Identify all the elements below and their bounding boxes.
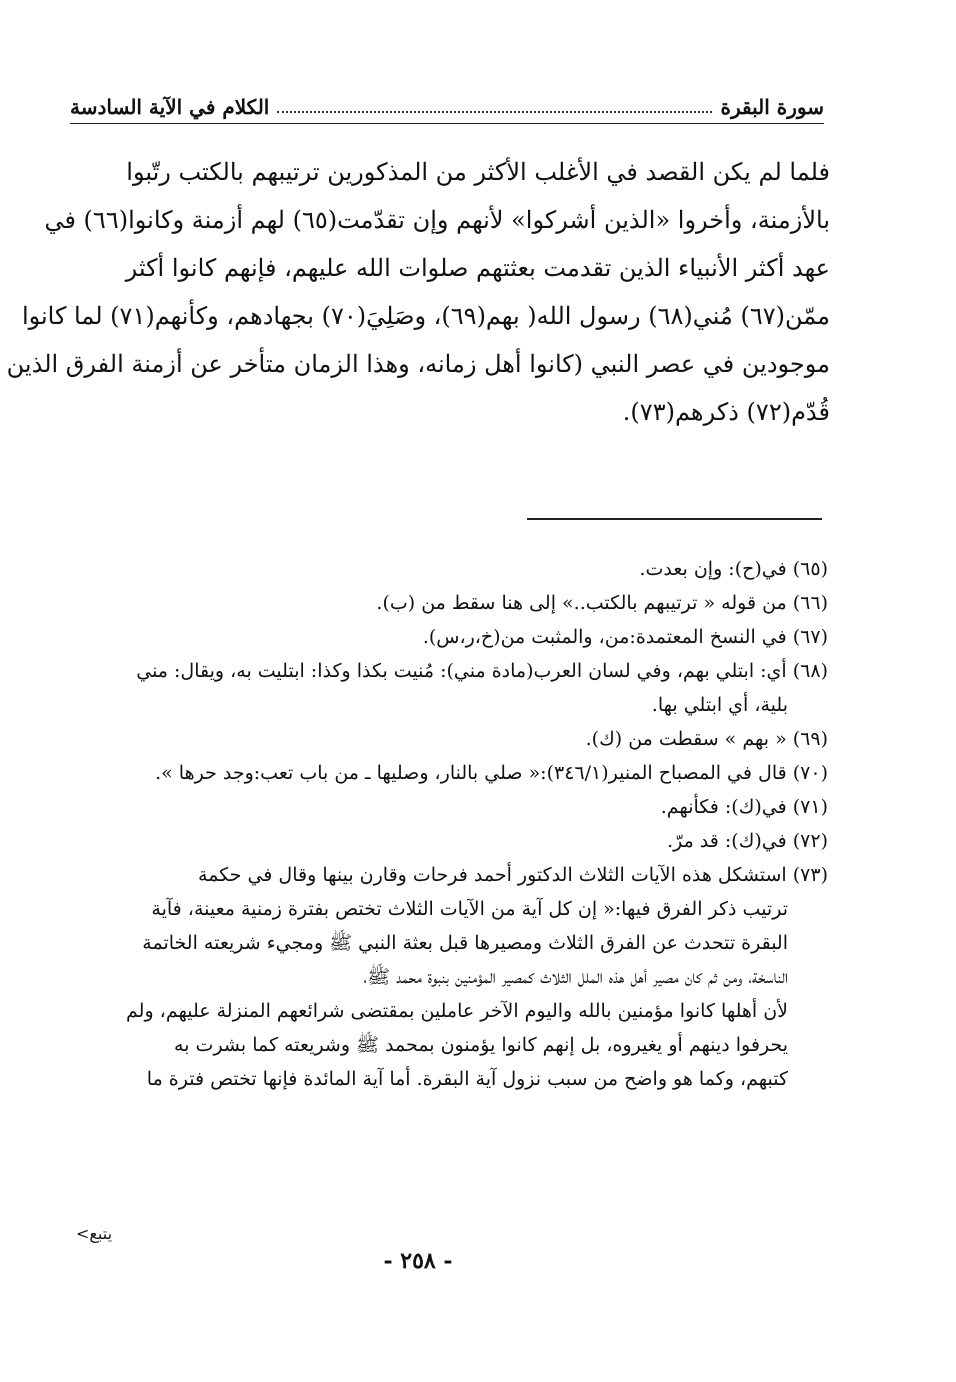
header-section-title: الكلام في الآية السادسة (70, 95, 270, 119)
main-text (6, 148, 830, 436)
footnote-73-continued: لأن أهلها كانوا مؤمنين بالله واليوم الآخر عاملين بمقتضى شرائعهم المنزلة عليهم، ولم (126, 1000, 788, 1022)
footnote-67: (٦٧) في النسخ المعتمدة:من، والمثبت من(خ،ر،س). (422, 626, 828, 648)
body-line: فلما لم يكن القصد في الأغلب الأكثر من المذكورين ترتيبهم بالكتب رتّبوا (126, 158, 830, 186)
page-number: - ٢٥٨ - (383, 1248, 453, 1274)
footnote-72: (٧٢) في(ك): قد مرّ. (667, 830, 828, 852)
footnote-66: (٦٦) من قوله « ترتيبهم بالكتب..» إلى هنا سقط من (ب). (376, 592, 828, 614)
footnote-73-continued: البقرة تتحدث عن الفرق الثلاث ومصيرها قبل بعثة النبي ﷺ ومجيء شريعته الخاتمة (142, 932, 788, 954)
footnote-73-continued: ترتيب ذكر الفرق فيها:« إن كل آية من الآيات الثلاث تختص بفترة زمنية معينة، فآية (151, 898, 788, 920)
body-line: قُدّم(٧٢) ذكرهم(٧٣). (622, 398, 830, 426)
running-header (70, 90, 824, 124)
body-line: بالأزمنة، وأخروا «الذين أشركوا» لأنهم وإن تقدّمت(٦٥) لهم أزمنة وكانوا(٦٦) في (44, 206, 830, 234)
footnote-65: (٦٥) في(ح): وإن بعدت. (639, 558, 828, 580)
body-line: ممّن(٦٧) مُني(٦٨) رسول الله( بهم(٦٩)، وصَلِيَ(٧٠) بجهادهم، وكأنهم(٧١) لما كانوا (21, 302, 830, 330)
footnote-73: (٧٣) استشكل هذه الآيات الثلاث الدكتور أحمد فرحات وقارن بينها وقال في حكمة (198, 864, 828, 886)
footnote-73-continued: الناسخة، ومن ثم كان مصير أهل هذه الملل الثلاث كمصير المؤمنين بنبوة محمد ﷺ، (363, 966, 788, 988)
footnote-71: (٧١) في(ك): فكأنهم. (660, 796, 828, 818)
footnote-68: (٦٨) أي: ابتلي بهم، وفي لسان العرب(مادة مني): مُنيت بكذا وكذا: ابتليت به، ويقال: مني (136, 660, 828, 682)
footnote-73-continued: كتبهم، وكما هو واضح من سبب نزول آية البقرة. أما آية المائدة فإنها تختص فترة ما (146, 1068, 788, 1090)
header-surah-title: سورة البقرة (720, 95, 824, 119)
footnote-68-continued: بلية، أي ابتلي بها. (651, 694, 788, 716)
footnote-separator (527, 518, 822, 520)
header-dot-leader (277, 111, 712, 113)
footnotes (70, 552, 828, 1096)
body-line: عهد أكثر الأنبياء الذين تقدمت بعثتهم صلوات الله عليهم، فإنهم كانوا أكثر (125, 254, 830, 282)
footnote-73-continued: يحرفوا دينهم أو يغيروه، بل إنهم كانوا يؤمنون بمحمد ﷺ وشريعته كما بشرت به (174, 1034, 788, 1056)
footnote-69: (٦٩) « بهم » سقطت من (ك). (585, 728, 828, 750)
body-line: موجودين في عصر النبي (كانوا أهل زمانه، وهذا الزمان متأخر عن أزمنة الفرق الذين (6, 350, 830, 378)
continued-mark: يتبع> (76, 1224, 113, 1243)
footnote-70: (٧٠) قال في المصباح المنير(٣٤٦/١):« صلي بالنار، وصليها ـ من باب تعب:وجد حرها ». (155, 762, 828, 784)
